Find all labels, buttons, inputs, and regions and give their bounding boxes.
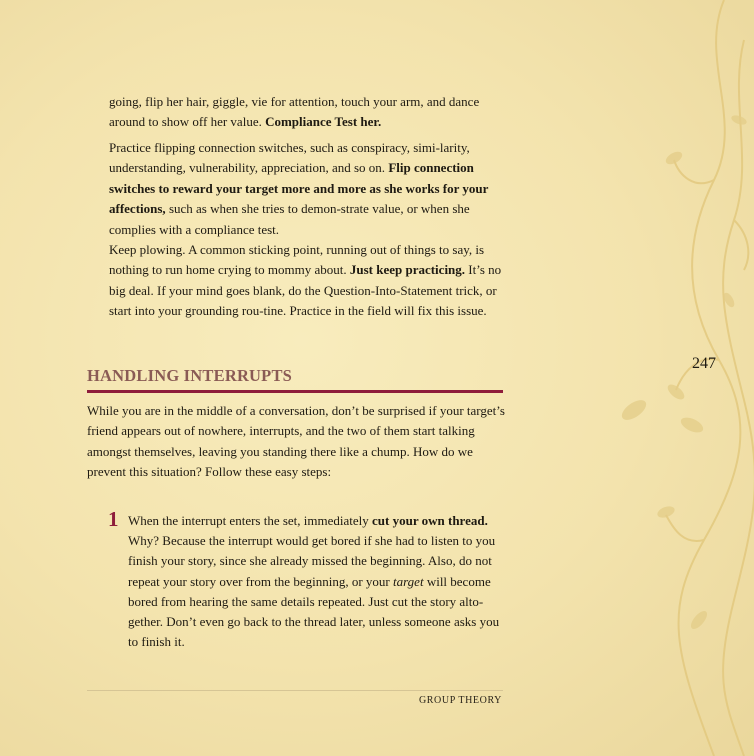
paragraph-keep-plowing [109,240,505,322]
bold-phrase: Flip connection switches to reward your target more and more as she works for your affections, [109,160,489,217]
text-run: going, flip her hair, giggle, vie for attention, touch your arm, and dance around to show off her value. [109,94,480,130]
footer-divider [87,690,503,691]
text-run: will become bored from hearing the same details repeated. Just cut the story alto-gether. Don’t even go back to the thread later, unless someone asks you to finish it. [128,573,500,650]
text-run: When the interrupt enters the set, immediately [128,513,373,528]
step-number: 1 [108,507,119,531]
text-run: such as when she tries to demon-strate value, or when she complies with a compliance test. [109,201,470,237]
floral-vine-decoration [604,0,754,756]
text-run: Keep plowing. A common sticking point, running out of things to say, is nothing to run home crying to mommy about. [109,242,485,278]
bold-phrase: Just keep practicing. [349,262,466,278]
italic-phrase: target [392,573,424,589]
text-run: Practice flipping connection switches, such as conspiracy, simi-larity, understanding, vulnerability, appreciation, and so on. [109,140,470,176]
bold-phrase: Compliance Test her. [265,114,382,130]
section-heading: HANDLING INTERRUPTS [87,366,293,385]
heading-underline [87,390,503,393]
running-footer: GROUP THEORY [418,695,502,706]
paragraph-connection-switches [109,138,505,240]
bold-phrase: cut your own thread. [372,513,488,528]
step-text [128,511,504,652]
page-number: 247 [692,355,716,372]
paragraph-compliance-test [109,92,505,133]
text-run: Why? Because the interrupt would get bored if she had to listen to you finish your story, since she already missed the beginning. Also, do not repeat your story over from the beginning, or your [128,533,496,589]
section-intro-paragraph: While you are in the middle of a conversation, don’t be surprised if your target’s friend appears out of nowhere, interrupts, and the two of them start talking amongst themselves, leaving you standing there like a chump. How do we prevent this situation? Follow these easy steps: [87,403,505,480]
text-run: It’s no big deal. If your mind goes blank, do the Question-Into-Statement trick, or start into your grounding rou-tine. Practice in the field will fix this issue. [109,262,502,319]
